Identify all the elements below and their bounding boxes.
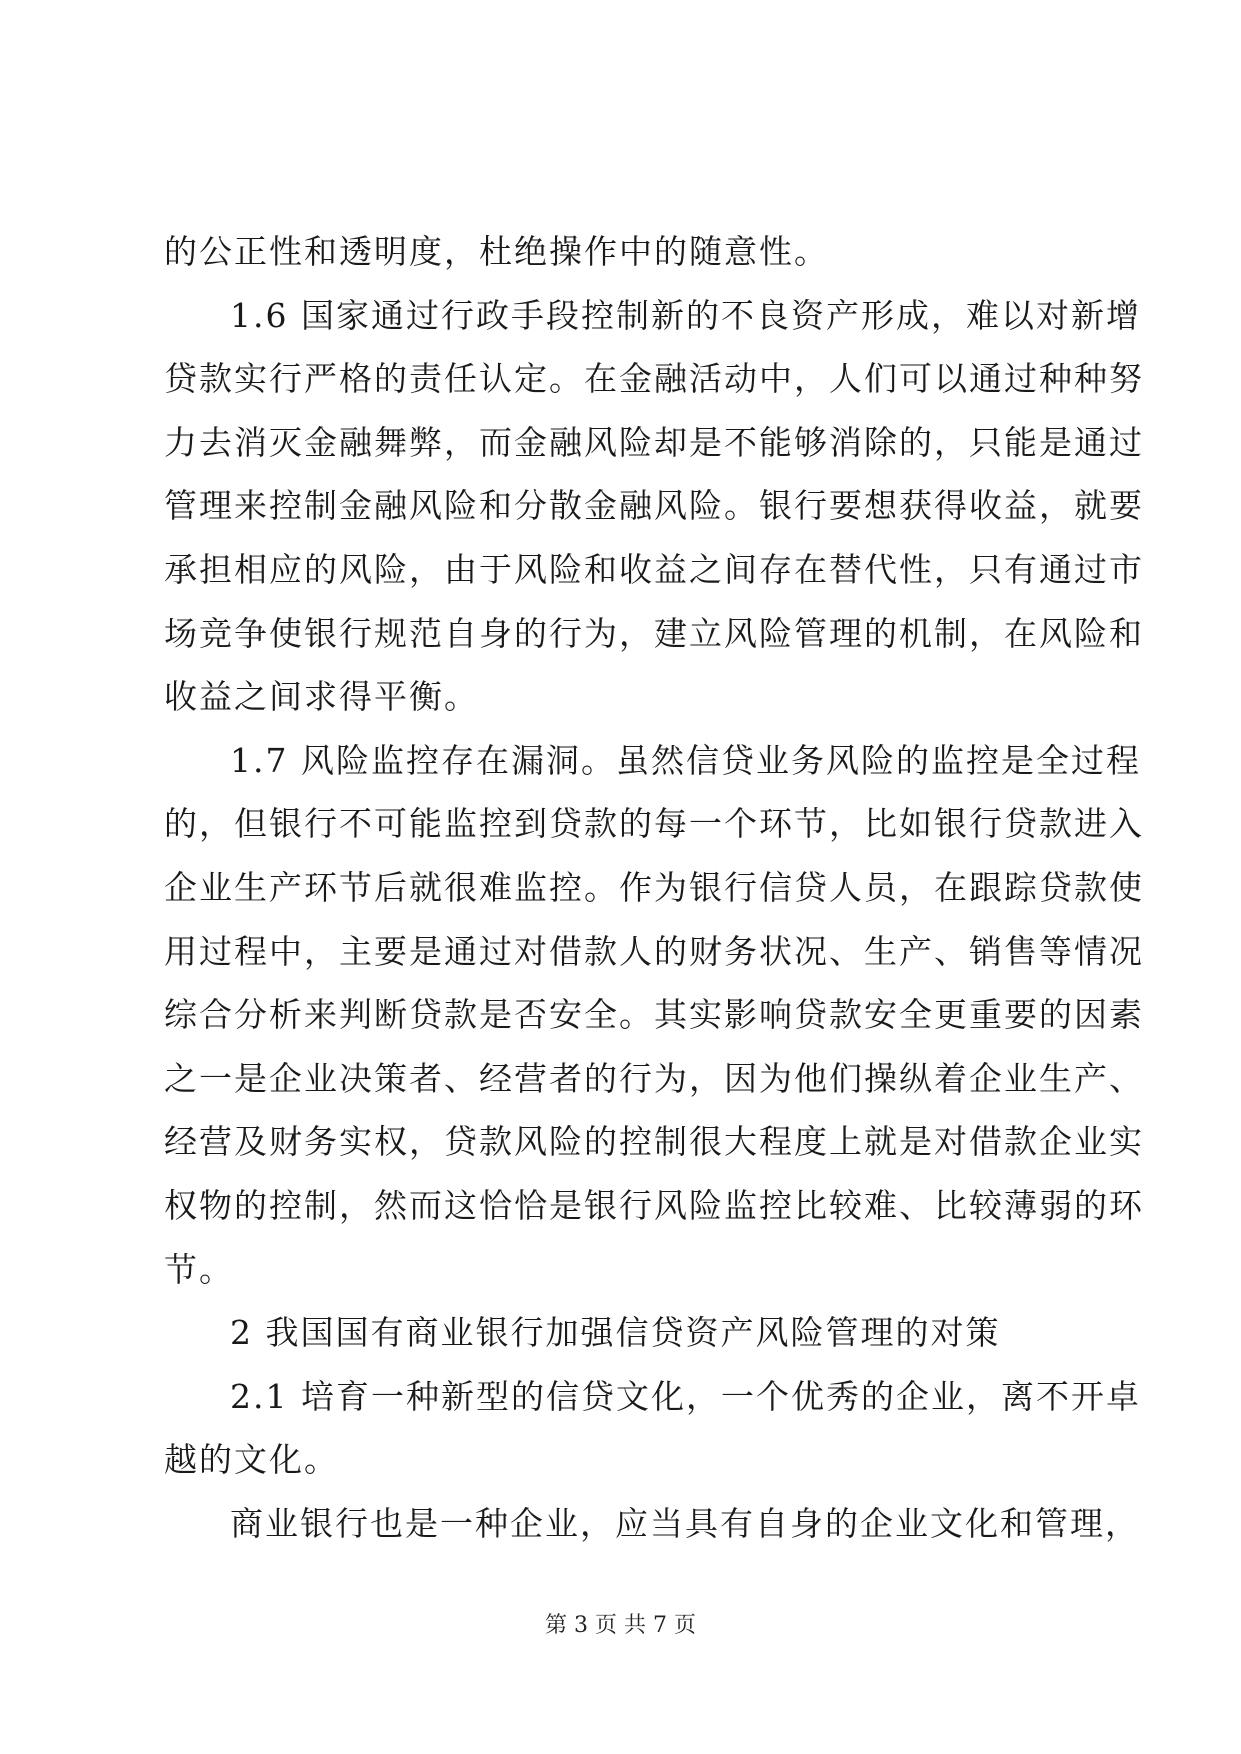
text-line: 1.7 风险监控存在漏洞。虽然信贷业务风险的监控是全过程: [230, 740, 1141, 780]
text-line: 越的文化。: [164, 1440, 339, 1480]
page-footer: 第 3 页 共 7 页: [545, 1613, 696, 1638]
text-line: 管理来控制金融风险和分散金融风险。银行要想获得收益，就要: [164, 486, 1144, 526]
text-line: 用过程中，主要是通过对借款人的财务状况、生产、销售等情况: [164, 931, 1144, 971]
text-line: 2.1 培育一种新型的信贷文化，一个优秀的企业，离不开卓: [230, 1376, 1141, 1416]
text-line: 的，但银行不可能监控到贷款的每一个环节，比如银行贷款进入: [164, 804, 1144, 844]
text-line: 贷款实行严格的责任认定。在金融活动中，人们可以通过种种努: [164, 359, 1144, 399]
text-line: 收益之间求得平衡。: [164, 677, 479, 717]
text-line: 力去消灭金融舞弊，而金融风险却是不能够消除的，只能是通过: [164, 422, 1144, 462]
text-line: 综合分析来判断贷款是否安全。其实影响贷款安全更重要的因素: [164, 995, 1144, 1035]
text-line: 权物的控制，然而这恰恰是银行风险监控比较难、比较薄弱的环: [164, 1186, 1144, 1225]
text-line: 场竞争使银行规范自身的行为，建立风险管理的机制，在风险和: [164, 613, 1144, 653]
text-line: 商业银行也是一种企业，应当具有自身的企业文化和管理，: [230, 1504, 1140, 1543]
text-line: 承担相应的风险，由于风险和收益之间存在替代性，只有通过市: [164, 550, 1144, 589]
text-line: 经营及财务实权，贷款风险的控制很大程度上就是对借款企业实: [164, 1122, 1144, 1162]
text-line: 节。: [164, 1249, 234, 1289]
text-line: 的公正性和透明度，杜绝操作中的随意性。: [164, 232, 829, 271]
text-line: 1.6 国家通过行政手段控制新的不良资产形成，难以对新增: [230, 295, 1141, 335]
text-line: 企业生产环节后就很难监控。作为银行信贷人员，在跟踪贷款使: [164, 868, 1144, 907]
text-line: 2 我国国有商业银行加强信贷资产风险管理的对策: [230, 1313, 1001, 1353]
text-line: 之一是企业决策者、经营者的行为，因为他们操纵着企业生产、: [164, 1058, 1144, 1098]
